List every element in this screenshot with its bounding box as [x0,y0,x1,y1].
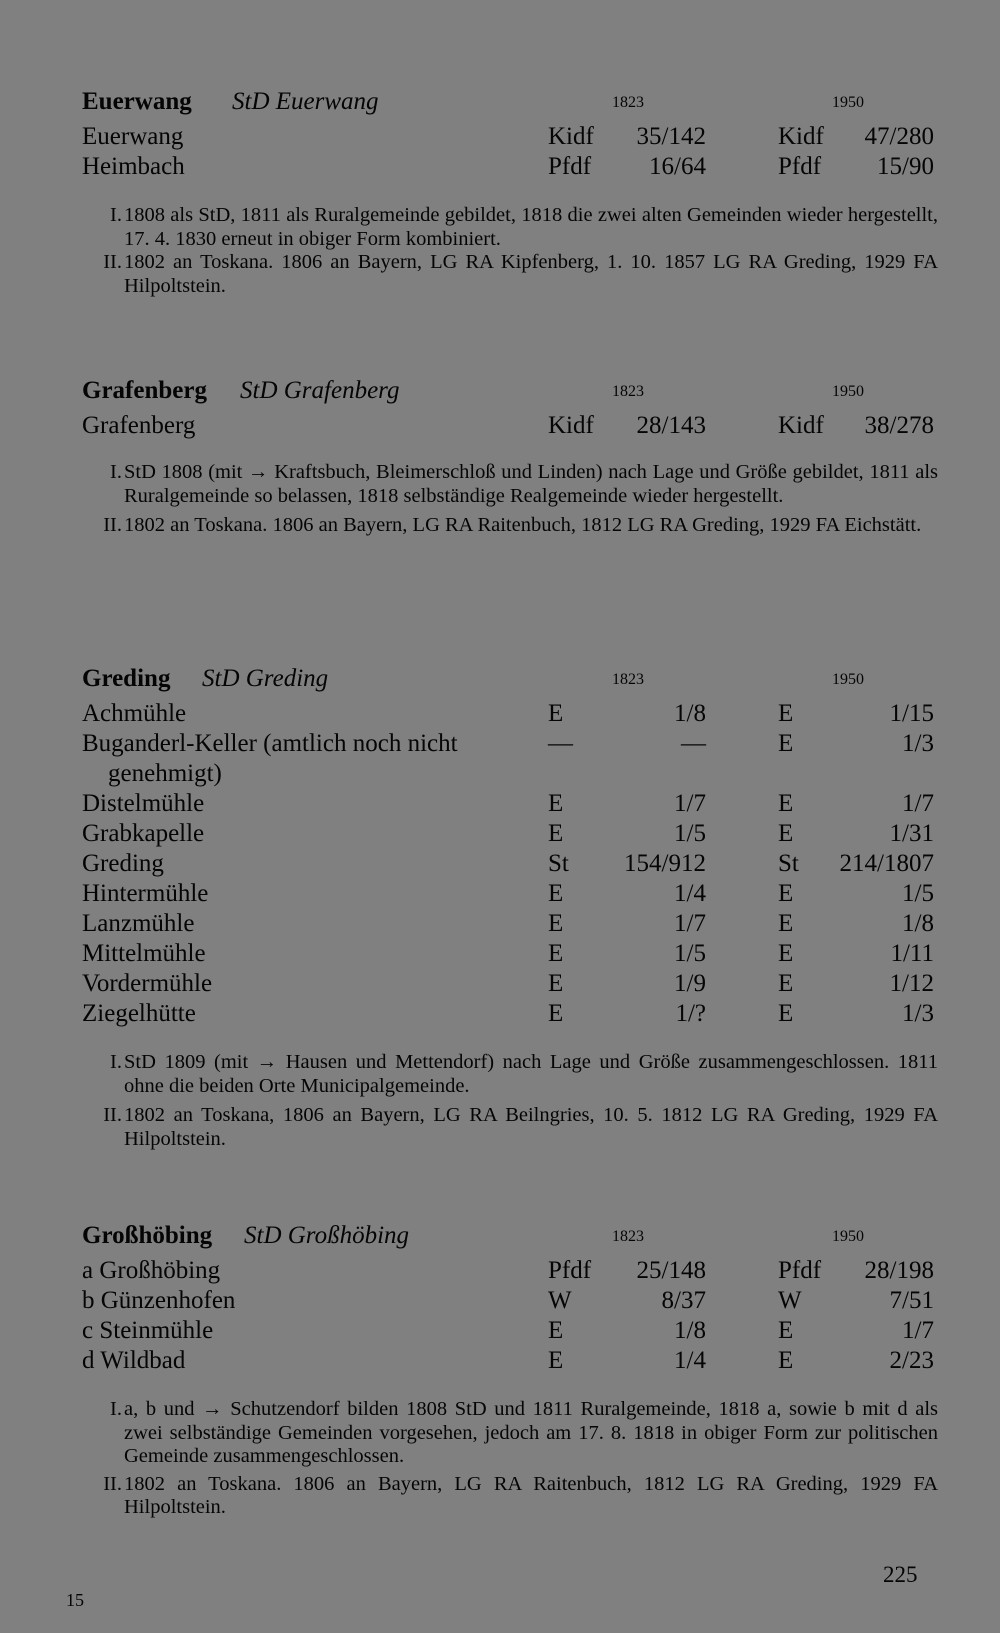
place-row [78,999,938,1029]
place-row [78,1286,938,1316]
note-number: I. [110,1398,122,1420]
count-1950: 1/15 [889,700,934,727]
place-name: Greding [82,850,164,877]
section-grosshoebing [78,1222,938,1520]
count-1823: 1/? [675,1000,706,1027]
year-1950-label: 1950 [832,94,864,111]
note-i [78,1051,938,1098]
place-name: Mittelmühle [82,940,206,967]
year-1823-label: 1823 [612,671,644,688]
section-header [78,377,938,411]
count-1823: 1/4 [674,1347,706,1374]
count-1950: 1/8 [902,910,934,937]
count-1950: 28/198 [864,1257,934,1284]
count-1823: 25/148 [636,1257,706,1284]
count-1950: 2/23 [889,1347,934,1374]
place-name: d Wildbad [82,1347,186,1374]
section-header [78,1222,938,1256]
place-name: Heimbach [82,153,185,180]
tax-district-name: StD Greding [202,665,329,692]
municipality-name: Großhöbing [82,1222,213,1249]
count-1823: 8/37 [661,1287,706,1314]
count-1823: 35/142 [636,123,706,150]
type-1823: E [548,1317,564,1344]
note-number: I. [110,204,122,226]
type-1823: St [548,850,569,877]
count-1950: 1/3 [902,1000,934,1027]
place-row [78,122,938,152]
count-1950: 1/31 [889,820,934,847]
type-1823: E [548,700,564,727]
type-1950: E [778,820,794,847]
place-name: Grabkapelle [82,820,205,847]
municipality-name: Grafenberg [82,377,207,404]
count-1823: 1/8 [674,700,706,727]
count-1950: 7/51 [889,1287,934,1314]
type-1950: E [778,1000,794,1027]
note-text: 1802 an Toskana. 1806 an Bayern, LG RA Raitenbuch, 1812 LG RA Greding, 1929 FA Hilpoltstein. [124,1472,938,1518]
type-1823: E [548,1347,564,1374]
municipality-name: Euerwang [82,88,192,115]
count-1950: 214/1807 [839,850,934,877]
place-row [78,879,938,909]
place-row [78,849,938,879]
count-1823: 1/4 [674,880,706,907]
place-name: Euerwang [82,123,184,150]
type-1823: E [548,1000,564,1027]
type-1950: E [778,700,794,727]
type-1823: Pfdf [548,1257,592,1284]
place-row [78,909,938,939]
place-row [78,819,938,849]
type-1950: E [778,1347,794,1374]
type-1823: E [548,970,564,997]
year-1823-label: 1823 [612,1228,644,1245]
place-name: Achmühle [82,700,187,727]
count-1823: 1/5 [674,940,706,967]
place-row [78,411,938,441]
type-1823: — [548,730,573,757]
type-1823: E [548,790,564,817]
place-row [78,939,938,969]
year-1950-label: 1950 [832,383,864,400]
note-number: I. [110,461,122,483]
note-ii [78,514,938,538]
type-1950: Pfdf [778,153,822,180]
type-1950: W [778,1287,802,1314]
type-1823: Kidf [548,412,594,439]
type-1823: E [548,820,564,847]
place-name: Buganderl-Keller (amtlich noch nicht genehmigt) [82,730,458,787]
note-number: II. [103,1104,122,1126]
count-1950: 1/3 [902,730,934,757]
place-name: Vordermühle [82,970,213,997]
note-i [78,204,938,251]
count-1823: 1/7 [674,790,706,817]
note-text: 1802 an Toskana. 1806 an Bayern, LG RA Kipfenberg, 1. 10. 1857 LG RA Greding, 1929 FA Hilpoltstein. [124,251,938,297]
type-1950: E [778,910,794,937]
type-1950: Kidf [778,123,824,150]
type-1823: Kidf [548,123,594,150]
place-name: Hintermühle [82,880,209,907]
place-name: Lanzmühle [82,910,195,937]
place-row [78,729,938,789]
tax-district-name: StD Grafenberg [240,377,400,404]
count-1950: 1/12 [889,970,934,997]
place-row [78,789,938,819]
page-number: 225 [883,1562,918,1587]
count-1823: 1/5 [674,820,706,847]
note-number: I. [110,1051,122,1073]
place-name: Grafenberg [82,412,196,439]
note-ii [78,1104,938,1151]
place-name: Distelmühle [82,790,205,817]
count-1950: 15/90 [877,153,934,180]
count-1950: 47/280 [864,123,934,150]
section-greding [78,665,938,1151]
place-row [78,699,938,729]
place-name: a Großhöbing [82,1257,221,1284]
note-text: a, b und → Schutzendorf bilden 1808 StD und 1811 Ruralgemeinde, 1818 a, sowie b mit d als zwei selbständige Gemeinden vorgesehen, jedoch am 17. 8. 1818 in obiger Form zur politischen Gemeinde zusammengeschlossen. [124,1398,938,1467]
place-name: b Günzenhofen [82,1287,236,1314]
note-ii [78,1473,938,1520]
note-text: StD 1808 (mit → Kraftsbuch, Bleimerschloß und Linden) nach Lage und Größe gebildet, 1811 als Ruralgemeinde so belassen, 1818 selbständige Realgemeinde wieder hergestellt. [124,461,938,507]
place-row [78,152,938,182]
count-1950: 1/5 [902,880,934,907]
type-1823: E [548,880,564,907]
note-text: 1802 an Toskana. 1806 an Bayern, LG RA Raitenbuch, 1812 LG RA Greding, 1929 FA Eichstätt. [124,514,922,536]
type-1823: Pfdf [548,153,592,180]
note-number: II. [103,1472,122,1495]
note-number: II. [103,514,122,536]
place-row [78,1256,938,1286]
year-1950-label: 1950 [832,1228,864,1245]
type-1950: E [778,970,794,997]
municipality-name: Greding [82,665,171,692]
count-1950: 38/278 [864,412,934,439]
count-1823: 16/64 [649,153,706,180]
note-text: 1802 an Toskana, 1806 an Bayern, LG RA Beilngries, 10. 5. 1812 LG RA Greding, 1929 FA Hilpoltstein. [124,1104,938,1150]
year-1823-label: 1823 [612,94,644,111]
tax-district-name: StD Euerwang [232,88,379,115]
type-1950: St [778,850,799,877]
count-1823: 28/143 [636,412,706,439]
year-1823-label: 1823 [612,383,644,400]
section-header [78,88,938,122]
place-row [78,1316,938,1346]
type-1950: E [778,880,794,907]
note-text: 1808 als StD, 1811 als Ruralgemeinde gebildet, 1818 die zwei alten Gemeinden wieder hergestellt, 17. 4. 1830 erneut in obiger Form kombiniert. [124,204,938,250]
count-1823: — [681,730,706,757]
year-1950-label: 1950 [832,671,864,688]
count-1950: 1/7 [902,1317,934,1344]
type-1950: E [778,790,794,817]
type-1823: W [548,1287,572,1314]
type-1823: E [548,910,564,937]
note-text: StD 1809 (mit → Hausen und Mettendorf) nach Lage und Größe zusammengeschlossen. 1811 ohne die beiden Orte Municipalgemeinde. [124,1051,938,1097]
count-1950: 1/11 [890,940,934,967]
section-header [78,665,938,699]
type-1950: E [778,940,794,967]
section-grafenberg [78,377,938,538]
section-euerwang [78,88,938,298]
count-1823: 1/7 [674,910,706,937]
type-1823: E [548,940,564,967]
note-number: II. [103,251,122,273]
tax-district-name: StD Großhöbing [244,1222,410,1249]
place-row [78,1346,938,1376]
type-1950: E [778,730,794,757]
count-1823: 1/8 [674,1317,706,1344]
count-1823: 1/9 [674,970,706,997]
place-row [78,969,938,999]
signature-mark: 15 [66,1590,84,1610]
place-name: Ziegelhütte [82,1000,196,1027]
count-1950: 1/7 [902,790,934,817]
note-ii [78,251,938,298]
type-1950: Pfdf [778,1257,822,1284]
note-i [78,461,938,508]
type-1950: E [778,1317,794,1344]
count-1823: 154/912 [624,850,706,877]
type-1950: Kidf [778,412,824,439]
note-i [78,1398,938,1469]
place-name: c Steinmühle [82,1317,214,1344]
